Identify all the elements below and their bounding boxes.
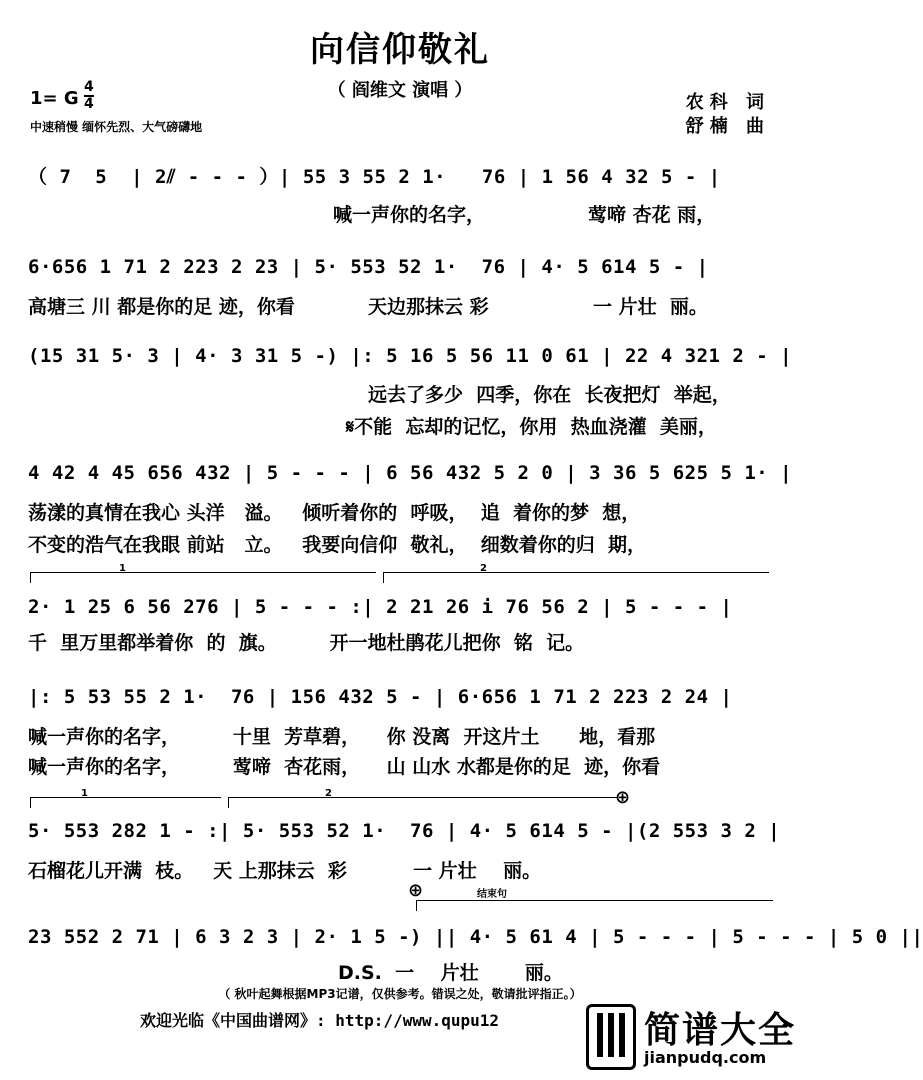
key-signature: 1= G [30,88,79,109]
music-row-1: （ 7 5 | 2⫽ - - - ）| 55 3 55 2 1· 76 | 1 56 4 32 5 - | [28,166,721,188]
lyric-segment: 莺啼 杏花 雨， [588,204,716,226]
logo-text: 简谱大全 [644,1010,797,1051]
tempo-marking: 中速稍慢 缅怀先烈、大气磅礴地 [30,120,203,134]
lyric-row-8 [28,958,780,982]
lyric-row-3-verse-2 [28,412,780,436]
ending-label: 结束句 [477,889,507,900]
music-row-6: |: 5 53 55 2 1· 76 | 156 432 5 - | 6·656 1 71 2 223 2 24 | [28,686,733,708]
music-row-4: 4 42 4 45 656 432 | 5 - - - | 6 56 432 5 2 0 | 3 36 5 625 5 1· | [28,462,793,484]
lyricist-credit: 农科 词 [685,92,770,113]
lyric-row-4-verse-2: 不变的浩气在我眼 前站 立。 我要向信仰 敬礼， 细数着你的归 期， [28,534,646,556]
lyric-row-1 [28,200,780,224]
music-row-2: 6·656 1 71 2 223 2 23 | 5· 553 52 1· 76 | 4· 5 614 5 - | [28,256,709,278]
lyric-segment: 一 片壮 丽。 [593,296,708,318]
logo-url: jianpudq.com [644,1048,767,1067]
lyric-row-7: 石榴花儿开满 枝。 天 上那抹云 彩 一 片壮 丽。 [28,860,542,882]
site-logo [582,998,797,1078]
coda-icon: ⊕ [615,787,631,808]
lyric-row-6-verse-2: 喊一声你的名字， 莺啼 杏花雨， 山 山水 水都是你的足 迹，你看 [28,756,661,778]
volta-bracket-4 [228,788,617,808]
singer-credit: （ 阎维文 演唱 ） [327,80,473,101]
volta-bracket-1 [30,563,376,583]
lyric-segment: D.S. 一 片壮 丽。 [338,962,563,984]
music-row-5: 2· 1 25 6 56 276 | 5 - - - :| 2 21 26 i 76 56 2 | 5 - - - | [28,596,733,618]
music-row-3: (15 31 5· 3 | 4· 3 31 5 -) |: 5 16 5 56 11 0 61 | 22 4 321 2 - | [28,345,793,367]
music-row-7: 5· 553 282 1 - :| 5· 553 52 1· 76 | 4· 5 614 5 - |(2 553 3 2 | [28,820,781,842]
logo-icon [586,1004,636,1070]
song-title: 向信仰敬礼 [310,30,490,70]
volta-number: 1 [119,563,126,574]
music-row-8: 23 552 2 71 | 6 3 2 3 | 2· 1 5 -) || 4· 5 61 4 | 5 - - - | 5 - - - | 5 0 || [28,926,923,948]
lyric-segment: 天边那抹云 彩 [368,296,489,318]
lyric-segment: 𝄋不能 忘却的记忆，你用 热血浇灌 美丽， [346,416,717,438]
volta-bracket-2 [383,563,769,583]
lyric-row-2 [28,292,780,316]
transcription-note: （ 秋叶起舞根据MP3记谱，仅供参考。错误之处，敬请批评指正。） [218,987,582,1001]
welcome-link[interactable]: 欢迎光临《中国曲谱网》: http://www.qupu12 [140,1011,500,1030]
volta-number: 2 [325,788,332,799]
lyric-row-4-verse-1: 荡漾的真情在我心 头洋 溢。 倾听着你的 呼吸， 追 着你的梦 想， [28,502,641,524]
coda-icon: ⊕ [408,880,424,901]
volta-number: 1 [81,788,88,799]
composer-credit: 舒楠 曲 [685,116,770,137]
meter-top: 4 [84,79,94,95]
volta-bracket-3 [30,788,221,808]
ending-bracket [416,889,773,911]
lyric-segment: 喊一声你的名字， [333,204,486,226]
volta-number: 2 [480,563,487,574]
lyric-segment: 高塘三 川 都是你的足 迹，你看 [28,296,295,318]
time-signature [84,80,94,112]
lyric-row-6-verse-1: 喊一声你的名字， 十里 芳草碧， 你 没离 开这片土 地，看那 [28,726,656,748]
meter-bottom: 4 [84,96,94,112]
lyric-row-5: 千 里万里都举着你 的 旗。 开一地杜鹃花儿把你 铭 记。 [28,632,585,654]
lyric-segment: 远去了多少 四季，你在 长夜把灯 举起， [368,384,731,406]
lyric-row-3-verse-1 [28,380,780,404]
